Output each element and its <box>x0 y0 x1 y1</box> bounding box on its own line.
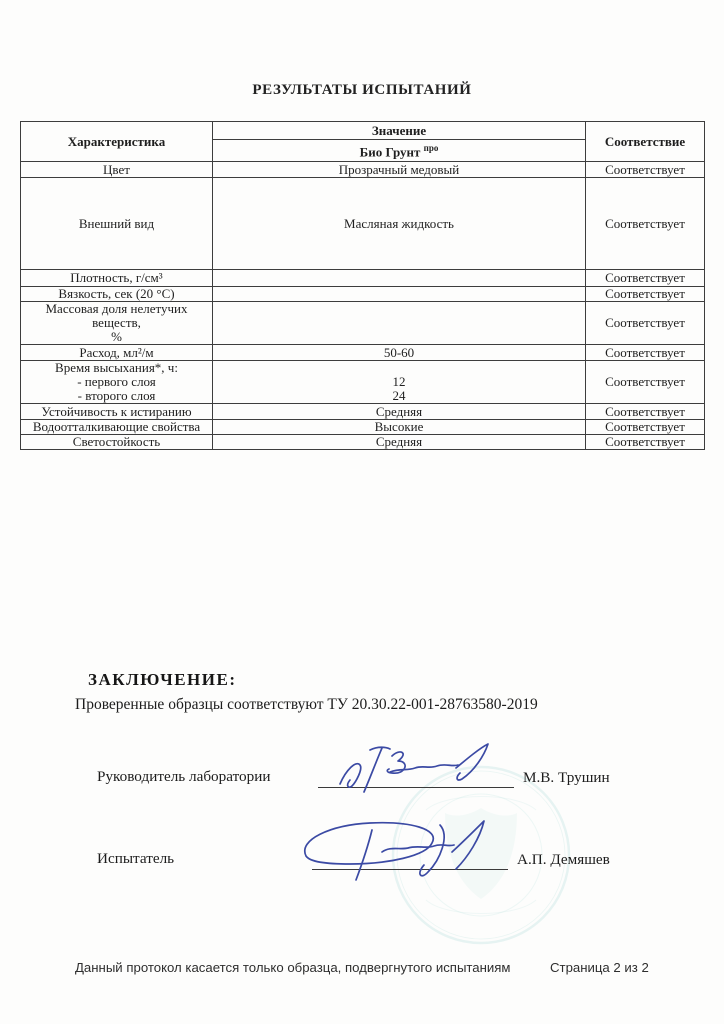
table-cell: Плотность, г/см³ <box>21 270 213 287</box>
table-cell: Соответствует <box>586 287 705 302</box>
table-cell: Соответствует <box>586 345 705 361</box>
table-cell: Высокие <box>213 420 586 435</box>
table-cell: Соответствует <box>586 270 705 287</box>
footer-note: Данный протокол касается только образца, подвергнутого испытаниям <box>75 960 511 975</box>
table-cell: Соответствует <box>586 420 705 435</box>
table-cell: Соответствует <box>586 178 705 270</box>
header-compliance: Соответствие <box>586 122 705 162</box>
signature-role-lab-head: Руководитель лаборатории <box>97 768 271 785</box>
table-cell: Соответствует <box>586 162 705 178</box>
table-row <box>21 162 705 178</box>
table-row <box>21 361 705 404</box>
table-cell: Массовая доля нелетучих веществ, % <box>21 302 213 345</box>
table-cell: Расход, мл²/м <box>21 345 213 361</box>
header-brand-cell <box>213 140 586 162</box>
page-title: РЕЗУЛЬТАТЫ ИСПЫТАНИЙ <box>252 82 472 98</box>
results-table <box>20 121 705 450</box>
table-cell: Прозрачный медовый <box>213 162 586 178</box>
table-cell: Светостойкость <box>21 435 213 450</box>
table-cell: Цвет <box>21 162 213 178</box>
table-cell: Соответствует <box>586 404 705 420</box>
signature-lab-head <box>326 740 526 795</box>
table-cell: Соответствует <box>586 302 705 345</box>
brand-name: Био Грунт <box>359 144 421 160</box>
table-cell: Соответствует <box>586 361 705 404</box>
header-characteristic: Характеристика <box>21 122 213 162</box>
results-table-body <box>21 162 705 450</box>
table-cell <box>213 302 586 345</box>
table-row <box>21 270 705 287</box>
table-row <box>21 287 705 302</box>
table-cell: Средняя <box>213 404 586 420</box>
table-cell: Масляная жидкость <box>213 178 586 270</box>
table-cell <box>213 287 586 302</box>
table-cell: Вязкость, сек (20 °С) <box>21 287 213 302</box>
brand-superscript: про <box>423 143 439 154</box>
table-cell: Внешний вид <box>21 178 213 270</box>
table-cell: 12 24 <box>213 361 586 404</box>
table-row <box>21 302 705 345</box>
table-row <box>21 404 705 420</box>
signature-name-lab-head: М.В. Трушин <box>523 769 610 786</box>
conclusion-heading: ЗАКЛЮЧЕНИЕ: <box>88 670 237 689</box>
table-cell: Время высыхания*, ч: - первого слоя - второго слоя <box>21 361 213 404</box>
conclusion-text: Проверенные образцы соответствуют ТУ 20.30.22-001-28763580-2019 <box>75 696 538 713</box>
signature-name-tester: А.П. Демяшев <box>517 851 610 868</box>
results-table-header <box>21 122 705 162</box>
table-row <box>21 345 705 361</box>
table-row <box>21 435 705 450</box>
table-row <box>21 420 705 435</box>
table-cell <box>213 270 586 287</box>
header-value-group: Значение <box>213 122 586 140</box>
signature-role-tester: Испытатель <box>97 850 175 867</box>
table-cell: Водоотталкивающие свойства <box>21 420 213 435</box>
footer-page-number: Страница 2 из 2 <box>550 960 649 975</box>
table-row <box>21 178 705 270</box>
table-cell: 50-60 <box>213 345 586 361</box>
signature-tester <box>288 812 528 890</box>
table-cell: Соответствует <box>586 435 705 450</box>
header-row-1 <box>21 122 705 140</box>
table-cell: Устойчивость к истиранию <box>21 404 213 420</box>
table-cell: Средняя <box>213 435 586 450</box>
